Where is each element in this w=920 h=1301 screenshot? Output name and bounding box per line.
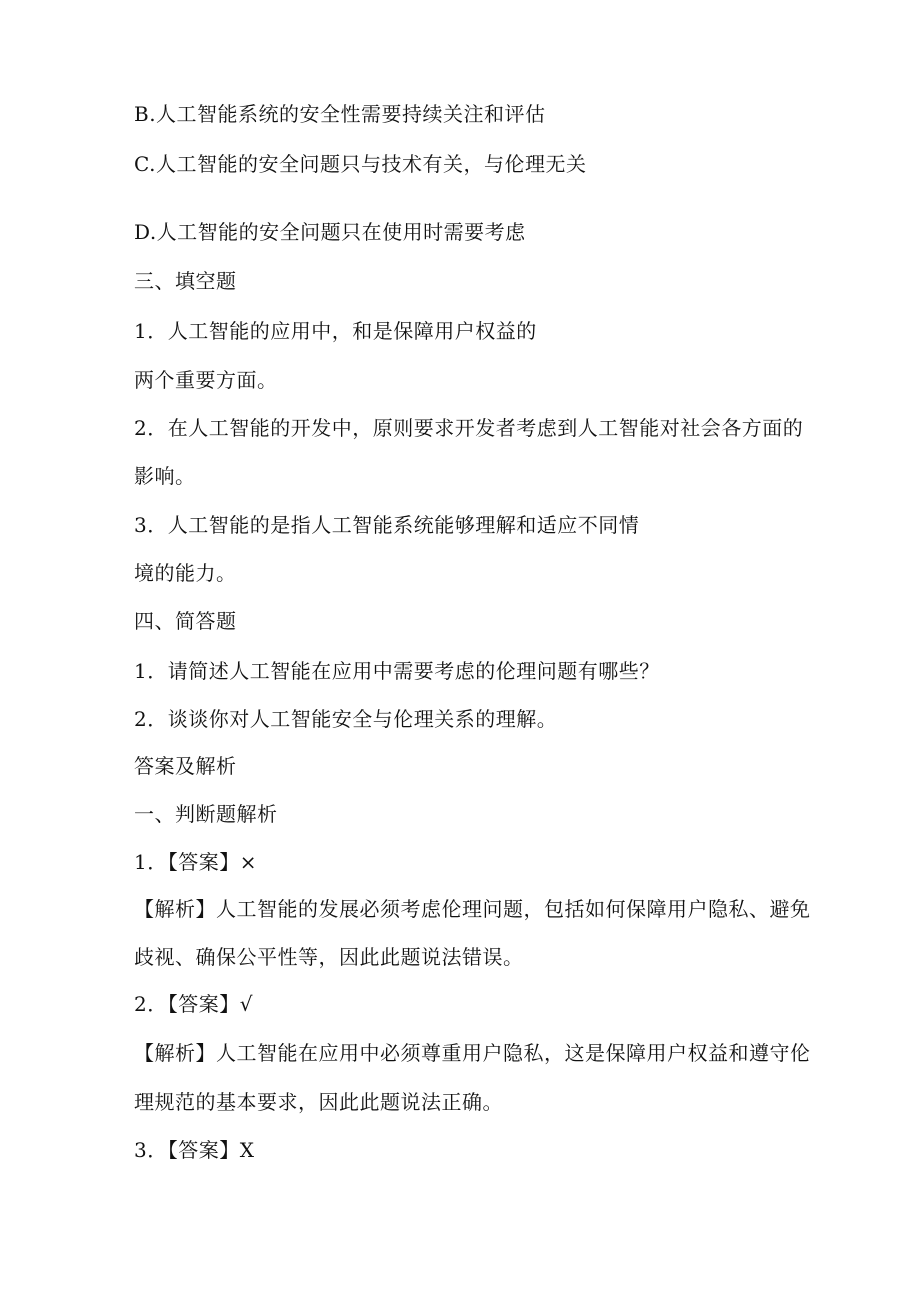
option-d: D.人工智能的安全问题只在使用时需要考虑 xyxy=(134,220,526,244)
short-answer-question-1: 1．请简述人工智能在应用中需要考虑的伦理问题有哪些？ xyxy=(134,659,660,683)
section-heading-fill-blank: 三、填空题 xyxy=(134,269,237,293)
fill-blank-question-2: 2．在人工智能的开发中，原则要求开发者考虑到人工智能对社会各方面的 xyxy=(134,416,804,440)
section-heading-short-answer: 四、简答题 xyxy=(134,609,237,633)
analysis-1-continued: 歧视、确保公平性等，因此此题说法错误。 xyxy=(134,945,524,969)
analysis-2-continued: 理规范的基本要求，因此此题说法正确。 xyxy=(134,1090,503,1114)
option-b: B.人工智能系统的安全性需要持续关注和评估 xyxy=(134,102,546,126)
fill-blank-question-1-continued: 两个重要方面。 xyxy=(134,368,278,392)
short-answer-question-2: 2．谈谈你对人工智能安全与伦理关系的理解。 xyxy=(134,707,558,731)
answers-heading: 答案及解析 xyxy=(134,754,237,778)
option-c: C.人工智能的安全问题只与技术有关，与伦理无关 xyxy=(134,152,587,176)
fill-blank-question-3: 3．人工智能的是指人工智能系统能够理解和适应不同情 xyxy=(134,513,640,537)
fill-blank-question-1: 1．人工智能的应用中，和是保障用户权益的 xyxy=(134,319,537,343)
analysis-2: 【解析】人工智能在应用中必须尊重用户隐私，这是保障用户权益和遵守伦 xyxy=(134,1041,811,1065)
fill-blank-question-3-continued: 境的能力。 xyxy=(134,561,237,585)
section-heading-true-false-analysis: 一、判断题解析 xyxy=(134,802,278,826)
analysis-1: 【解析】人工智能的发展必须考虑伦理问题，包括如何保障用户隐私、避免 xyxy=(134,897,811,921)
answer-1: 1．【答案】× xyxy=(134,850,257,874)
answer-2: 2．【答案】√ xyxy=(134,992,253,1016)
fill-blank-question-2-continued: 影响。 xyxy=(134,464,196,488)
answer-3: 3．【答案】X xyxy=(134,1138,255,1162)
